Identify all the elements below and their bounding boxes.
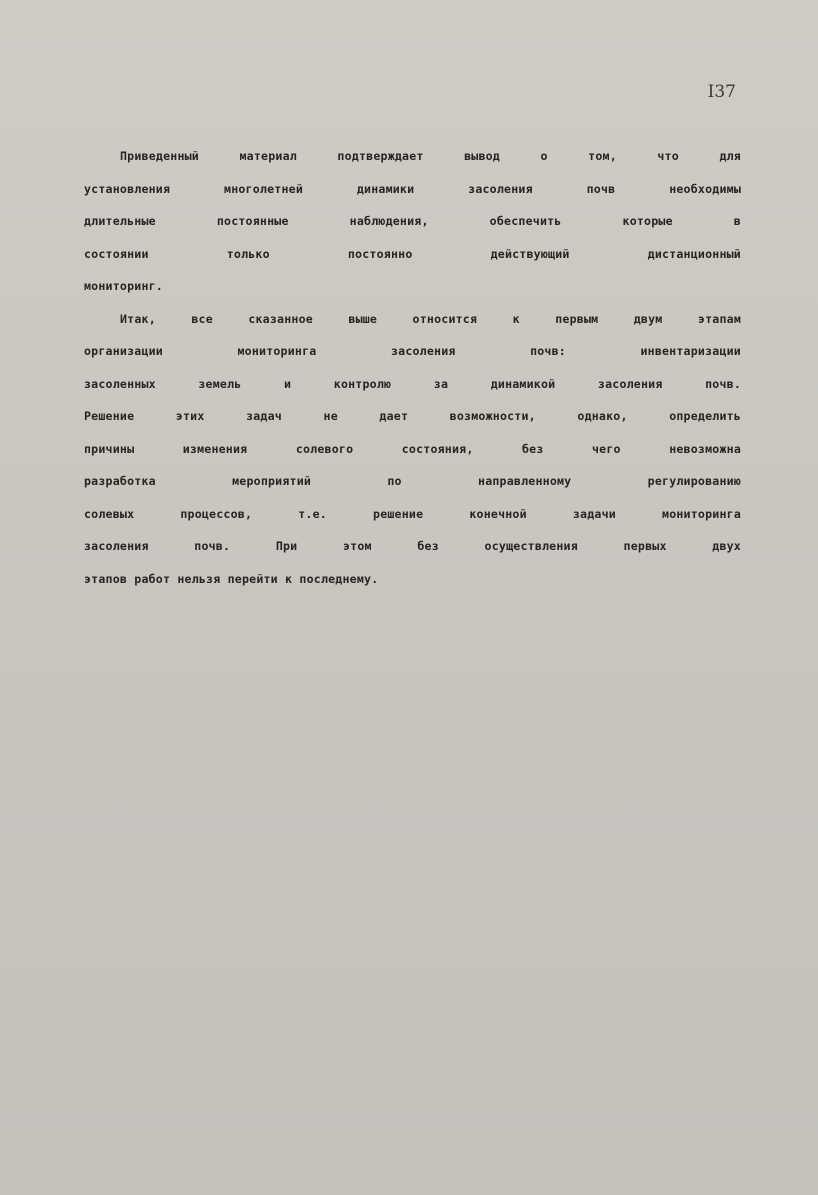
bleed-through-line [86, 720, 736, 721]
paragraph-2 [84, 303, 741, 596]
text-line: причины изменения солевого состояния, без чего невозможна [84, 441, 741, 456]
text-line: Приведенный материал подтверждает вывод о том, что для [120, 149, 741, 163]
page-number: I37 [707, 82, 736, 102]
text-line: длительные постоянные наблюдения, обеспечить которые в [84, 214, 741, 228]
bleed-through-line [86, 785, 736, 786]
text-line: солевых процессов, т.е. решение конечной задачи мониторинга [84, 506, 741, 521]
bleed-through-line [86, 850, 736, 851]
text-line: засоления почв. При этом без осуществления первых двух [84, 539, 741, 553]
text-line: Решение этих задач не дает возможности, однако, определить [84, 409, 741, 423]
text-line: этапов работ нельзя перейти к последнему. [84, 571, 379, 586]
bleed-through-line [86, 622, 736, 623]
text-line: разработка мероприятий по направленному регулированию [84, 474, 741, 488]
body-text [84, 140, 741, 595]
bleed-through-line [86, 655, 736, 656]
paragraph-1 [84, 140, 741, 303]
text-line: установления многолетней динамики засоления почв необходимы [84, 181, 741, 196]
text-line: Итак, все сказанное выше относится к первым двум этапам [120, 311, 741, 326]
text-line: засоленных земель и контролю за динамикой засоления почв. [84, 376, 741, 391]
text-line: мониторинг. [84, 279, 163, 293]
text-line: состоянии только постоянно действующий дистанционный [84, 246, 741, 261]
text-line: организации мониторинга засоления почв: инвентаризации [84, 344, 741, 358]
